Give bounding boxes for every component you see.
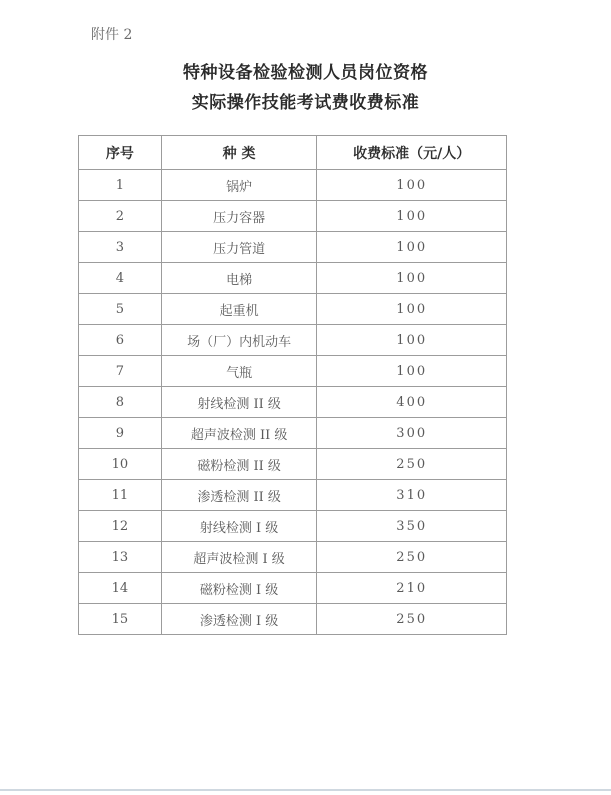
table-row [79, 387, 507, 418]
row-fee: 100 [317, 263, 507, 294]
row-number: 9 [79, 418, 162, 449]
header-category: 种 类 [161, 136, 317, 170]
table-row [79, 263, 507, 294]
row-fee: 210 [317, 573, 507, 604]
row-number: 15 [79, 604, 162, 635]
document-title-line-2: 实际操作技能考试费收费标准 [191, 93, 420, 113]
row-fee: 100 [317, 356, 507, 387]
table-row [79, 542, 507, 573]
row-category: 锅炉 [161, 170, 317, 201]
table-row [79, 294, 507, 325]
row-number: 7 [79, 356, 162, 387]
row-fee: 250 [317, 604, 507, 635]
row-fee: 350 [317, 511, 507, 542]
row-category: 压力容器 [161, 201, 317, 232]
row-number: 4 [79, 263, 162, 294]
row-fee: 310 [317, 480, 507, 511]
row-category: 射线检测 I 级 [161, 511, 317, 542]
header-number: 序号 [79, 136, 162, 170]
row-category: 超声波检测 I 级 [161, 542, 317, 573]
row-number: 10 [79, 449, 162, 480]
row-category: 磁粉检测 II 级 [161, 449, 317, 480]
row-number: 2 [79, 201, 162, 232]
row-number: 12 [79, 511, 162, 542]
table-row [79, 201, 507, 232]
row-category: 超声波检测 II 级 [161, 418, 317, 449]
table-row [79, 170, 507, 201]
row-category: 起重机 [161, 294, 317, 325]
attachment-label: 附件 2 [91, 27, 133, 43]
row-category: 渗透检测 II 级 [161, 480, 317, 511]
table-row [79, 232, 507, 263]
row-category: 场（厂）内机动车 [161, 325, 317, 356]
row-category: 电梯 [161, 263, 317, 294]
fee-table [78, 135, 507, 635]
row-category: 射线检测 II 级 [161, 387, 317, 418]
table-row [79, 604, 507, 635]
table-row [79, 325, 507, 356]
row-category: 渗透检测 I 级 [161, 604, 317, 635]
row-number: 11 [79, 480, 162, 511]
header-fee-standard: 收费标准（元/人） [317, 136, 507, 170]
row-number: 3 [79, 232, 162, 263]
table-row [79, 573, 507, 604]
row-fee: 100 [317, 201, 507, 232]
table-row [79, 356, 507, 387]
row-category: 气瓶 [161, 356, 317, 387]
page-bottom-divider [0, 789, 611, 791]
row-number: 1 [79, 170, 162, 201]
document-title-line-1: 特种设备检验检测人员岗位资格 [183, 63, 428, 83]
row-fee: 250 [317, 542, 507, 573]
table-row [79, 418, 507, 449]
row-number: 5 [79, 294, 162, 325]
row-number: 8 [79, 387, 162, 418]
table-row [79, 480, 507, 511]
row-category: 压力管道 [161, 232, 317, 263]
row-fee: 300 [317, 418, 507, 449]
row-fee: 100 [317, 170, 507, 201]
table-header-row [79, 136, 507, 170]
table-row [79, 449, 507, 480]
row-number: 14 [79, 573, 162, 604]
row-fee: 100 [317, 232, 507, 263]
row-fee: 100 [317, 294, 507, 325]
row-fee: 400 [317, 387, 507, 418]
row-number: 13 [79, 542, 162, 573]
table-row [79, 511, 507, 542]
row-number: 6 [79, 325, 162, 356]
row-category: 磁粉检测 I 级 [161, 573, 317, 604]
row-fee: 250 [317, 449, 507, 480]
row-fee: 100 [317, 325, 507, 356]
